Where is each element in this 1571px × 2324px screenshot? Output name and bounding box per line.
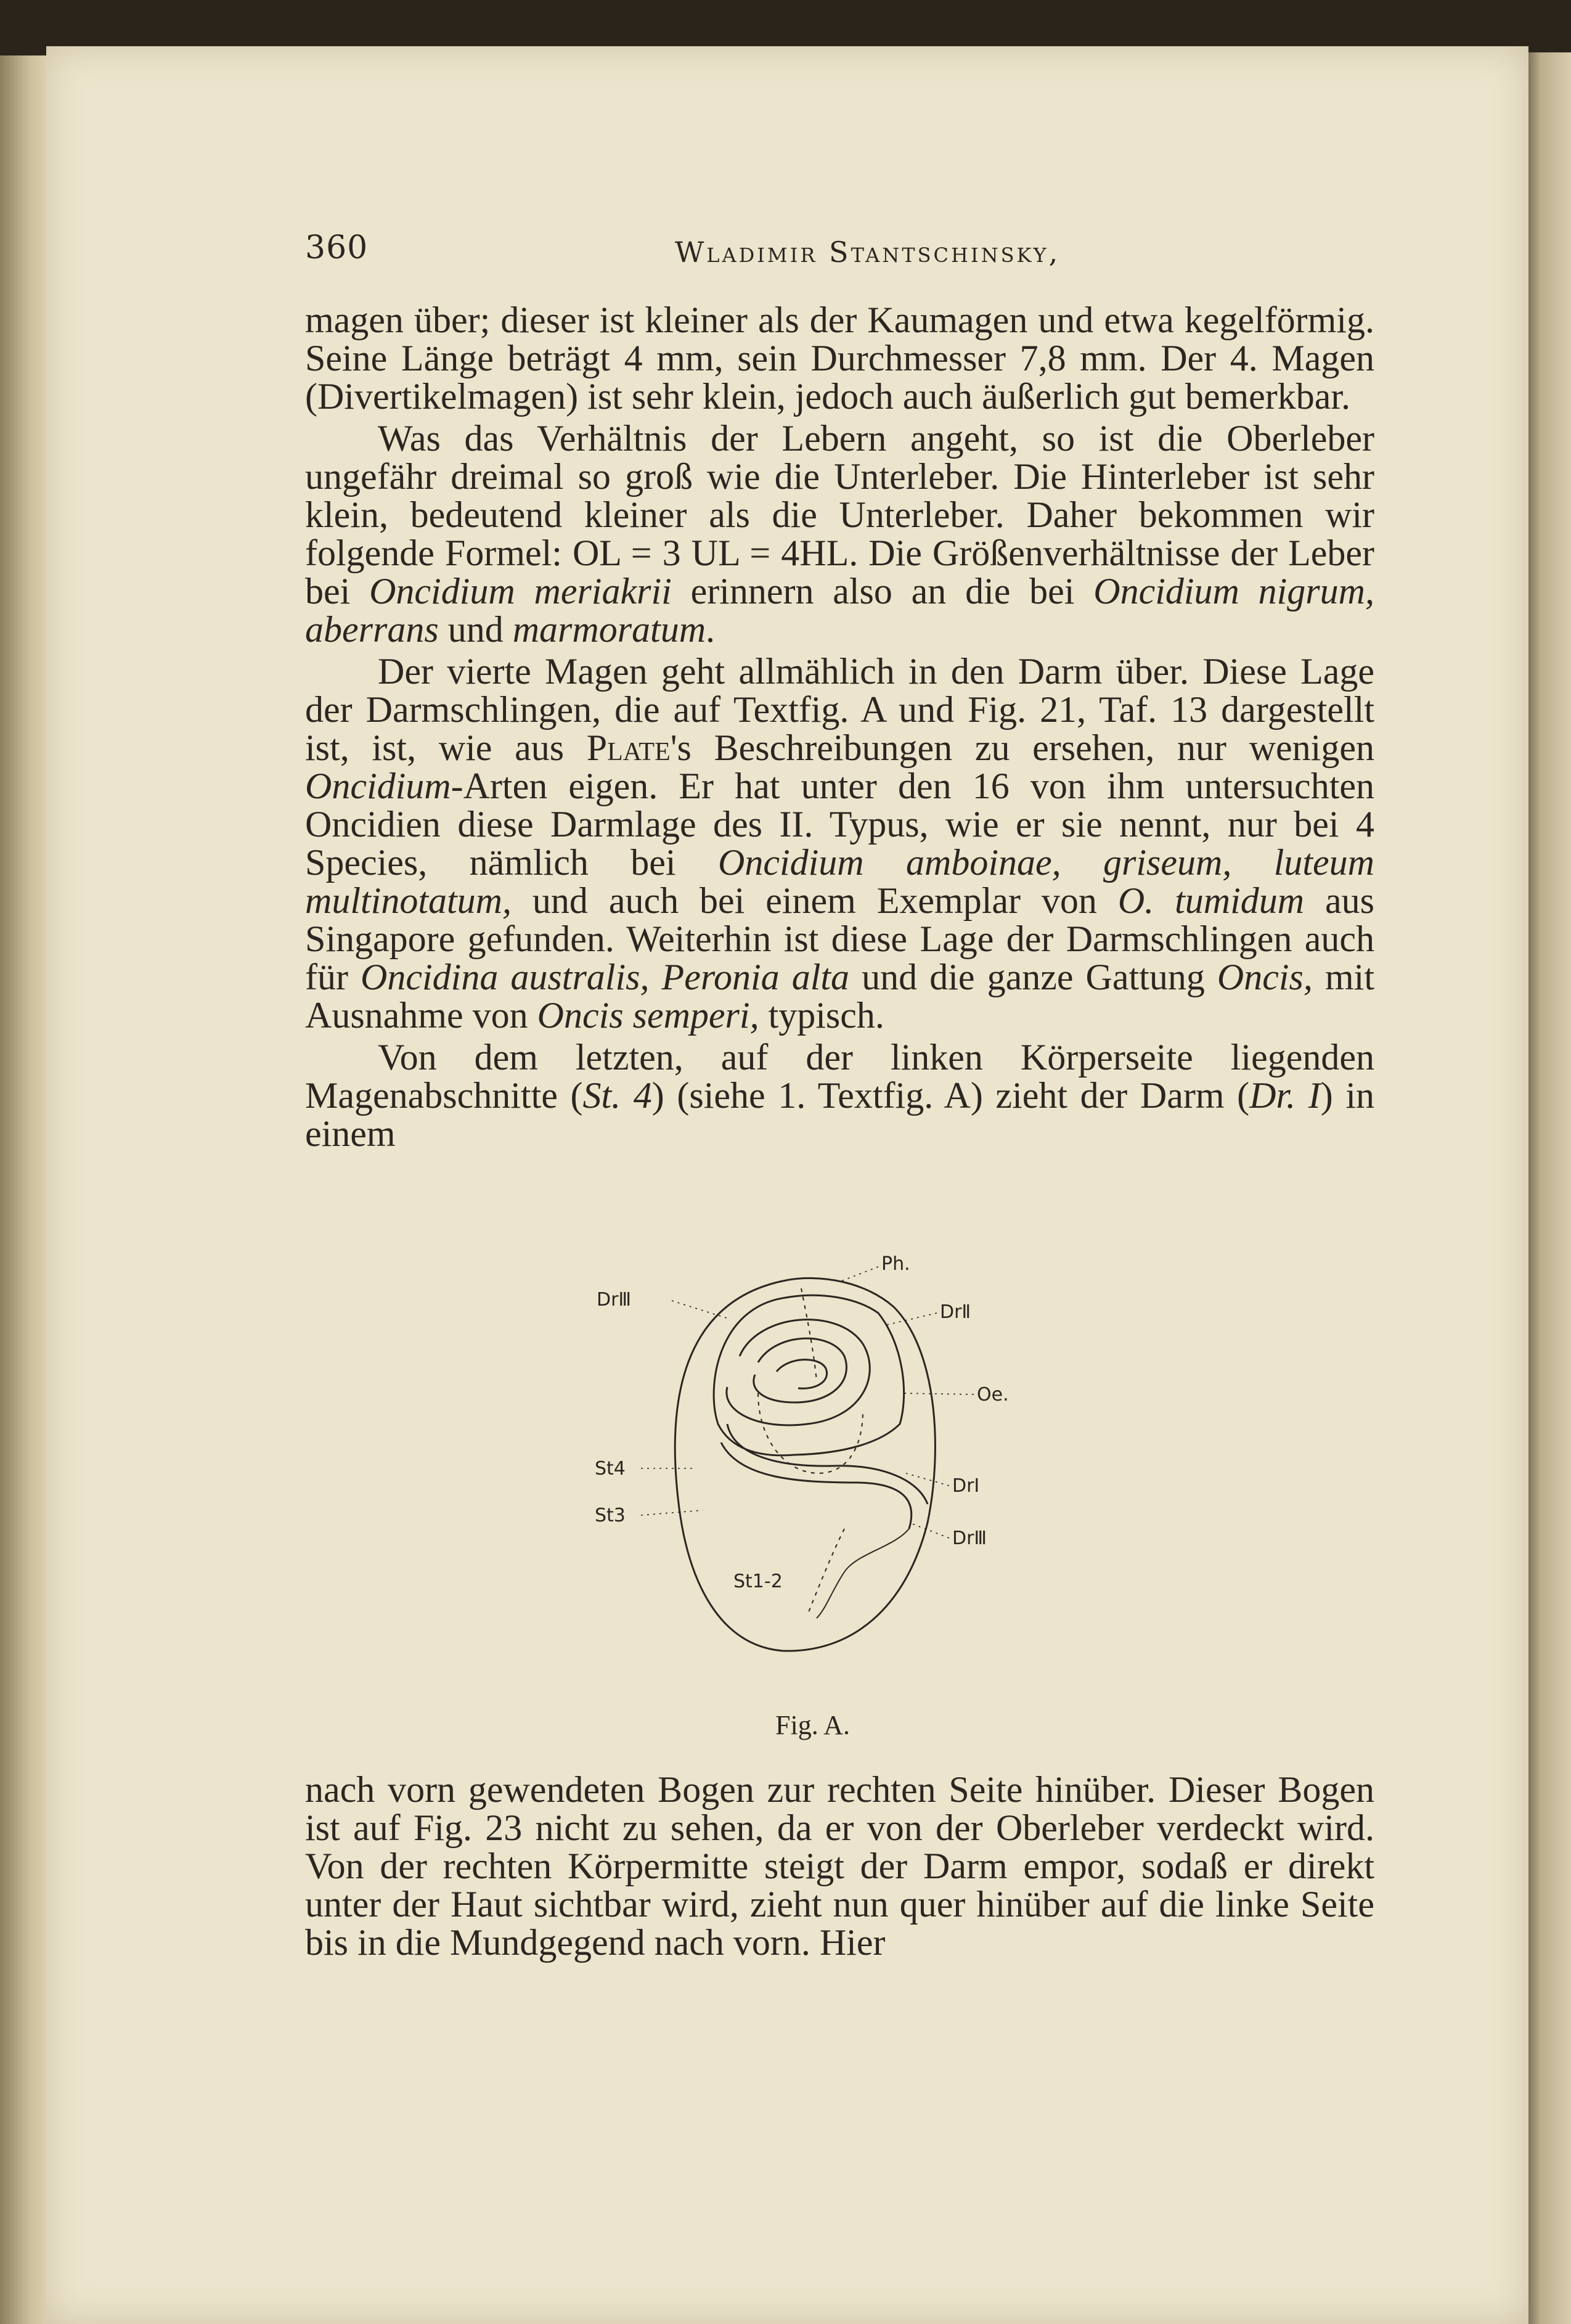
label-st4: St4 xyxy=(595,1458,626,1479)
pharynx-dotted xyxy=(801,1288,817,1381)
leader-ph xyxy=(838,1267,878,1282)
text-block-upper xyxy=(305,301,1374,1153)
label-st12: St1-2 xyxy=(733,1571,783,1592)
label-dr3-right: DrⅢ xyxy=(952,1528,987,1549)
paragraph-2: Was das Verhältnis der Lebern angeht, so ist die Oberleber ungefähr dreimal so groß wie die Unterleber. Die Hinterleber ist sehr klein, bedeutend kleiner als die Unterleber. Daher bekommen wir folgende Formel: OL = 3 UL = 4HL. Die Größenverhältnisse der Leber bei Oncidium meriakrii erinnern also an die bei Oncidium nigrum, aberrans und marmoratum. xyxy=(305,418,1374,650)
label-dr1: DrI xyxy=(952,1475,980,1497)
page-number: 360 xyxy=(305,229,369,266)
figure-a-diagram xyxy=(573,1239,1116,1671)
previous-page-edge xyxy=(0,55,49,2324)
intestine-loop-outer xyxy=(727,1320,870,1425)
paragraph-5: nach vorn gewendeten Bogen zur rechten Seite hinüber. Dieser Bogen ist auf Fig. 23 nicht zu sehen, da er von der Oberleber verdeckt wird. Von der rechten Körpermitte steigt der Darm empor, sodaß er direkt unter der Haut sichtbar wird, zieht nun quer hinüber auf die linke Seite bis in die Mundgegend nach vorn. Hier xyxy=(305,1769,1374,1963)
intestine-loop-inner xyxy=(777,1360,827,1389)
digestive-tract-drawing xyxy=(573,1239,1116,1671)
next-page-edge xyxy=(1527,52,1571,2324)
text-block-lower xyxy=(305,1770,1374,1962)
leader-oe xyxy=(900,1393,974,1394)
leader-dr2 xyxy=(884,1313,937,1325)
paragraph-3: Der vierte Magen geht allmählich in den Darm über. Diese Lage der Darmschlingen, die auf Textfig. A und Fig. 21, Taf. 13 dargestellt ist, ist, wie aus Plate's Beschreibungen zu ersehen, nur wenigen Oncidium-Arten eigen. Er hat unter den 16 von ihm untersuchten Oncidien diese Darmlage des II. Typus, wie er sie nennt, nur bei 4 Species, nämlich bei Oncidium amboinae, griseum, luteum multinotatum, und auch bei einem Exemplar von O. tumidum aus Singapore gefunden. Weiterhin ist diese Lage der Darmschlingen auch für Oncidina australis, Peronia alta und die ganze Gattung Oncis, mit Ausnahme von Oncis semperi, typisch. xyxy=(305,651,1374,1036)
intestine-descending xyxy=(727,1424,928,1504)
intestine-loop-middle xyxy=(754,1338,847,1402)
label-oe: Oe. xyxy=(977,1384,1009,1405)
paragraph-1: magen über; dieser ist kleiner als der Kaumagen und etwa kegelförmig. Seine Länge beträgt 4 mm, sein Durchmesser 7,8 mm. Der 4. Magen (Divertikelmagen) ist sehr klein, jedoch auch äußerlich gut bemerkbar. xyxy=(305,300,1374,417)
label-ph: Ph. xyxy=(881,1253,910,1275)
figure-caption: Fig. A. xyxy=(775,1710,851,1740)
label-dr3-top: DrⅢ xyxy=(597,1289,632,1311)
paragraph-4: Von dem letzten, auf der linken Körperseite liegenden Magenabschnitte (St. 4) (siehe 1. Textfig. A) zieht der Darm (Dr. I) in einem xyxy=(305,1037,1375,1154)
intestine-lower xyxy=(721,1442,912,1529)
intestine-tail xyxy=(817,1529,909,1618)
running-head: Wladimir Stantschinsky, xyxy=(675,235,1061,269)
label-st3: St3 xyxy=(595,1505,626,1526)
stomach-tail-dotted xyxy=(807,1529,844,1615)
leader-st3 xyxy=(641,1510,703,1515)
leader-dr3-right xyxy=(909,1523,949,1538)
label-dr2: DrⅡ xyxy=(940,1301,971,1323)
